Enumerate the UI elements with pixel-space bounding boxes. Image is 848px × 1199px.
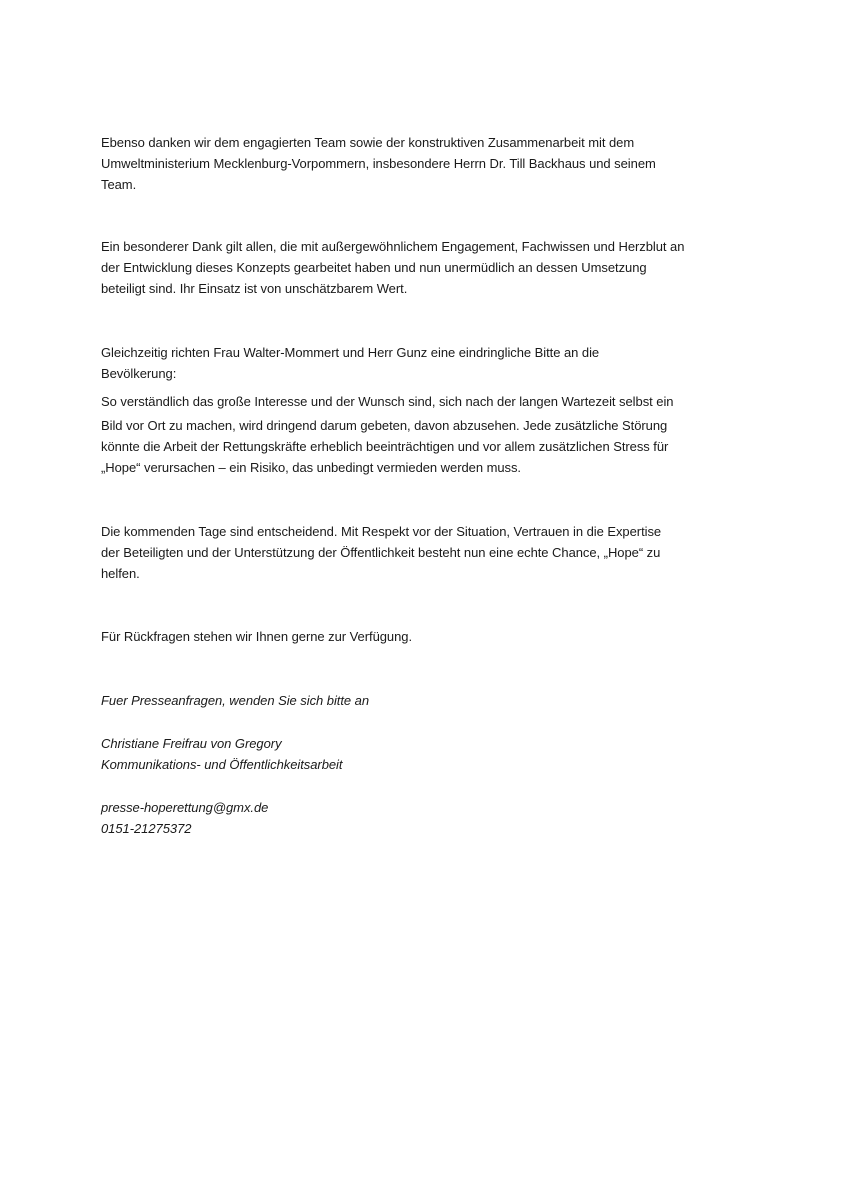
text-line: Gleichzeitig richten Frau Walter-Mommert und Herr Gunz eine eindringliche Bitte an die	[101, 345, 600, 360]
contact-email: presse-hoperettung@gmx.de	[101, 800, 269, 815]
text-line: Die kommenden Tage sind entscheidend. Mit Respekt vor der Situation, Vertrauen in die Expertise	[101, 524, 662, 539]
paragraph-special-thanks	[101, 236, 766, 299]
text-line: Ein besonderer Dank gilt allen, die mit außergewöhnlichem Engagement, Fachwissen und Herzblut an	[101, 239, 685, 254]
text-line: Bild vor Ort zu machen, wird dringend darum gebeten, davon abzusehen. Jede zusätzliche Störung	[101, 418, 668, 433]
contact-role: Kommunikations- und Öffentlichkeitsarbeit	[101, 757, 343, 772]
paragraph-coming-days	[101, 521, 766, 584]
text-line: Bevölkerung:	[101, 366, 177, 381]
text-line: Umweltministerium Mecklenburg-Vorpommern, insbesondere Herrn Dr. Till Backhaus und seinem	[101, 156, 656, 171]
paragraph-thanks-ministry	[101, 132, 766, 195]
text-line: helfen.	[101, 566, 140, 581]
text-line: der Beteiligten und der Unterstützung der Öffentlichkeit besteht nun eine echte Chance, „Hope“ zu	[101, 545, 661, 560]
press-intro-text: Fuer Presseanfragen, wenden Sie sich bitte an	[101, 693, 370, 708]
paragraph-inquiries	[101, 626, 766, 647]
text-line: Ebenso danken wir dem engagierten Team sowie der konstruktiven Zusammenarbeit mit dem	[101, 135, 635, 150]
contact-name: Christiane Freifrau von Gregory	[101, 736, 282, 751]
text-line: beteiligt sind. Ihr Einsatz ist von unschätzbarem Wert.	[101, 281, 408, 296]
text-line: „Hope“ verursachen – ein Risiko, das unbedingt vermieden werden muss.	[101, 460, 521, 475]
text-line: Team.	[101, 177, 137, 192]
text-line: könnte die Arbeit der Rettungskräfte erheblich beeinträchtigen und vor allem zusätzlichen Stress für	[101, 439, 669, 454]
text-line: Für Rückfragen stehen wir Ihnen gerne zur Verfügung.	[101, 629, 413, 644]
text-line: So verständlich das große Interesse und der Wunsch sind, sich nach der langen Wartezeit selbst ein	[101, 394, 674, 409]
paragraph-appeal-intro	[101, 342, 766, 384]
press-contact-person	[101, 733, 766, 775]
text-line: der Entwicklung dieses Konzepts gearbeitet haben und nun unermüdlich an dessen Umsetzung	[101, 260, 647, 275]
press-contact-details	[101, 797, 766, 839]
contact-phone: 0151-21275372	[101, 821, 192, 836]
paragraph-appeal-body	[101, 391, 766, 478]
press-contact-intro	[101, 690, 766, 711]
